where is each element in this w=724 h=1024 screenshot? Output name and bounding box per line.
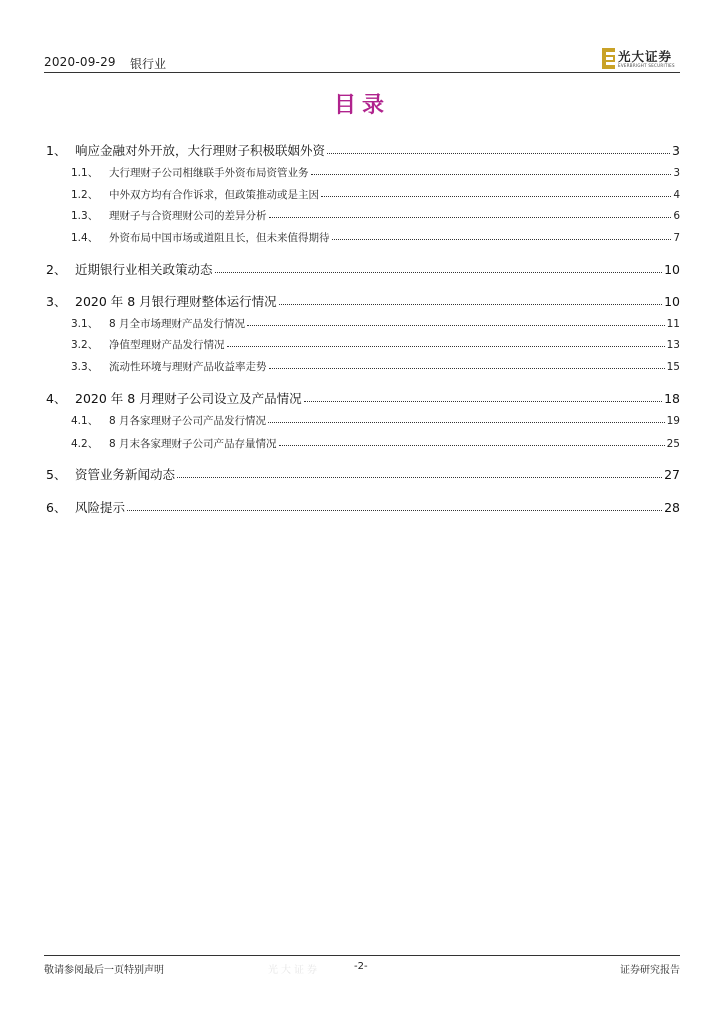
- toc-entry-page: 15: [666, 361, 680, 373]
- toc-leader-dots: [304, 401, 662, 402]
- toc-entry-page: 10: [664, 262, 680, 277]
- toc-leader-dots: [321, 196, 671, 197]
- toc-entry-page: 3: [673, 167, 680, 179]
- toc-entry-page: 13: [666, 339, 680, 351]
- toc-leader-dots: [127, 510, 662, 511]
- toc-leader-dots: [247, 325, 665, 326]
- toc-entry-number: 6、: [46, 500, 67, 515]
- toc-entry[interactable]: [46, 187, 680, 202]
- toc-entry-number: 4、: [46, 391, 67, 406]
- header-divider: [44, 72, 680, 73]
- toc-entry[interactable]: [46, 389, 680, 407]
- toc-entry-title: 流动性环境与理财产品收益率走势: [109, 361, 267, 373]
- toc-entry-title: 中外双方均有合作诉求，但政策推动或是主因: [109, 189, 319, 201]
- toc-entry-number: 3.3、: [71, 361, 99, 373]
- toc-entry-number: 1、: [46, 143, 67, 158]
- toc-entry-page: 18: [664, 391, 680, 406]
- page-footer: [44, 948, 680, 978]
- toc-leader-dots: [215, 272, 663, 273]
- toc-entry-title: 8 月各家理财子公司产品发行情况: [109, 415, 267, 427]
- toc-entry[interactable]: [46, 208, 680, 223]
- toc-entry-page: 6: [673, 210, 680, 222]
- toc-entry-number: 5、: [46, 467, 67, 482]
- toc-entry-page: 10: [664, 294, 680, 309]
- toc-entry-number: 3.1、: [71, 318, 99, 330]
- toc-entry-title: 8 月末各家理财子公司产品存量情况: [109, 438, 277, 450]
- toc-entry-number: 2、: [46, 262, 67, 277]
- toc-entry-title: 理财子与合资理财公司的差异分析: [109, 210, 267, 222]
- toc-leader-dots: [227, 346, 665, 347]
- toc-entry[interactable]: [46, 141, 680, 159]
- toc-entry-number: 1.1、: [71, 167, 99, 179]
- toc-leader-dots: [279, 445, 665, 446]
- toc-entry-number: 3、: [46, 294, 67, 309]
- page-header: [44, 48, 680, 72]
- sector-label: 银行业: [130, 57, 167, 71]
- toc-leader-dots: [332, 239, 672, 240]
- toc-leader-dots: [269, 217, 672, 218]
- toc-entry-page: 19: [666, 415, 680, 427]
- toc-entry-title: 8 月全市场理财产品发行情况: [109, 318, 246, 330]
- toc-entry-title: 风险提示: [75, 500, 126, 515]
- toc-entry-number: 1.4、: [71, 232, 99, 244]
- toc-entry-number: 1.3、: [71, 210, 99, 222]
- toc-entry-number: 4.2、: [71, 438, 99, 450]
- footer-disclaimer: 敬请参阅最后一页特别声明: [44, 965, 164, 976]
- toc-leader-dots: [269, 368, 665, 369]
- toc-leader-dots: [268, 422, 665, 423]
- toc-entry-page: 11: [666, 318, 680, 330]
- report-date: 2020-09-29: [44, 55, 116, 69]
- toc-entry-page: 4: [673, 189, 680, 201]
- toc-leader-dots: [279, 304, 662, 305]
- page-number: -2-: [354, 961, 368, 972]
- toc-entry[interactable]: [46, 230, 680, 245]
- toc-title: 目录: [333, 92, 390, 118]
- toc-entry-title: 响应金融对外开放，大行理财子积极联姻外资: [75, 143, 326, 158]
- toc-entry-page: 27: [664, 467, 680, 482]
- toc-entry-page: 25: [666, 438, 680, 450]
- logo-chinese-text: 光大证券: [618, 49, 673, 64]
- toc-entry[interactable]: [46, 292, 680, 310]
- toc-entry-title: 2020 年 8 月银行理财整体运行情况: [75, 294, 277, 309]
- toc-entry-title: 大行理财子公司相继联手外资布局资管业务: [109, 167, 309, 179]
- toc-entry-title: 净值型理财产品发行情况: [109, 339, 225, 351]
- toc-leader-dots: [311, 174, 672, 175]
- toc-entry-title: 资管业务新闻动态: [75, 467, 176, 482]
- toc-entry[interactable]: [46, 337, 680, 352]
- toc-leader-dots: [177, 477, 662, 478]
- toc-entry-number: 3.2、: [71, 339, 99, 351]
- report-type: 证券研究报告: [620, 965, 680, 976]
- logo-english-text: EVERBRIGHT SECURITIES: [618, 63, 675, 68]
- toc-entry[interactable]: [46, 359, 680, 374]
- toc-entry[interactable]: [46, 498, 680, 516]
- logo-mark-icon: [602, 48, 615, 69]
- footer-divider: [44, 955, 680, 956]
- toc-entry-title: 外资布局中国市场或道阻且长，但未来值得期待: [109, 232, 330, 244]
- toc-entry[interactable]: [46, 413, 680, 428]
- toc-entry[interactable]: [46, 260, 680, 278]
- toc-entry-number: 1.2、: [71, 189, 99, 201]
- company-logo: [602, 48, 680, 70]
- toc-entry-title: 近期银行业相关政策动态: [75, 262, 213, 277]
- toc-entry[interactable]: [46, 316, 680, 331]
- toc-entry-page: 3: [672, 143, 680, 158]
- toc-entry[interactable]: [46, 436, 680, 451]
- toc-leader-dots: [327, 153, 670, 154]
- toc-entry-page: 7: [673, 232, 680, 244]
- toc-entry[interactable]: [46, 465, 680, 483]
- toc-entry[interactable]: [46, 165, 680, 180]
- footer-watermark: 光大证券: [268, 965, 320, 976]
- toc-entry-page: 28: [664, 500, 680, 515]
- toc-entry-number: 4.1、: [71, 415, 99, 427]
- toc-entry-title: 2020 年 8 月理财子公司设立及产品情况: [75, 391, 302, 406]
